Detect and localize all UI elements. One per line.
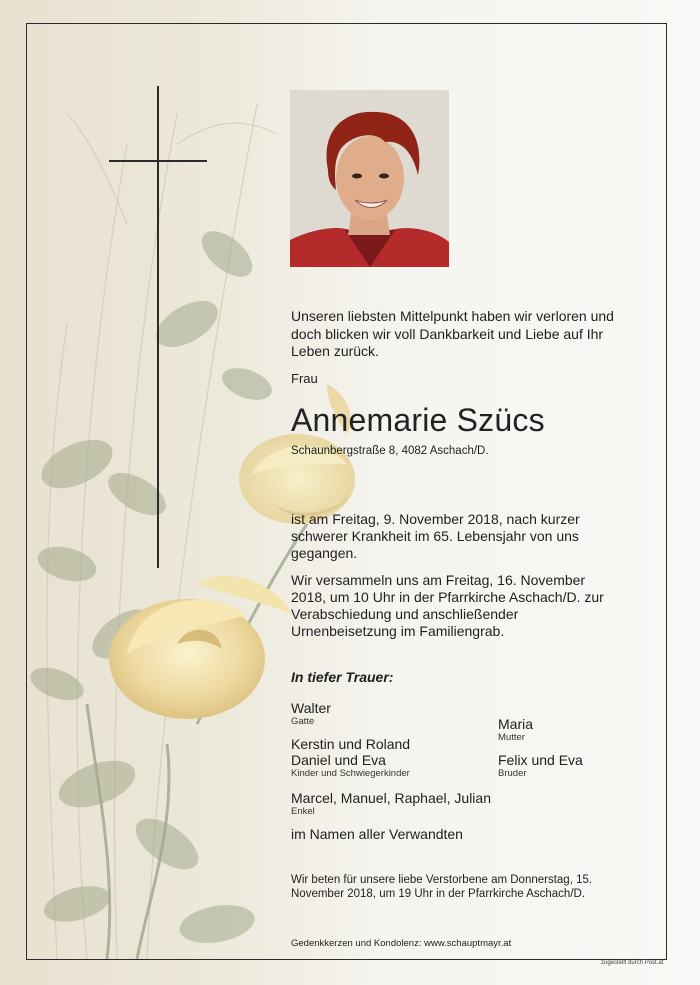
mourner-relation: Kinder und Schwiegerkinder [291,768,410,779]
cross-icon [157,86,159,568]
mourning-heading: In tiefer Trauer: [291,669,394,685]
mourner-name: Felix und Eva [498,752,583,768]
cross-icon-bar [109,160,207,162]
mourner-name: Maria [498,716,534,732]
intro-text: Unseren liebsten Mittelpunkt haben wir verloren und doch blicken wir voll Dankbarkeit und Liebe auf Ihr Leben zurück. [291,308,614,359]
deceased-address: Schaunbergstraße 8, 4082 Aschach/D. [291,445,489,457]
mourner-name: Walter [291,700,331,716]
mourner-relation: Bruder [498,768,527,779]
mourner-name: Marcel, Manuel, Raphael, Julian [291,790,491,806]
mourner-name: Kerstin und Roland Daniel und Eva [291,736,411,768]
mourner-entry [498,716,533,743]
mourner-relation: Enkel [291,806,315,817]
portrait-photo [290,90,449,267]
page-frame [26,23,667,960]
mourner-relation: Gatte [291,716,315,727]
mourner-relation: Mutter [498,732,525,743]
salutation: Frau [291,371,318,386]
mourner-entry [291,700,331,727]
prayer-notice: Wir beten für unsere liebe Verstorbene am Donnerstag, 15. November 2018, um 19 Uhr in der Pfarrkirche Aschach/D. [291,874,593,900]
mourner-entry [291,790,491,817]
closing-line: im Namen aller Verwandten [291,826,463,842]
condolence-link: Gedenkkerzen und Kondolenz: www.schauptmayr.at [291,938,512,949]
mourner-entry [498,752,583,779]
delivery-note: zugestellt durch Post.at [601,960,664,966]
mourner-entry [291,736,410,779]
service-info: Wir versammeln uns am Freitag, 16. November 2018, um 10 Uhr in der Pfarrkirche Aschach/D. zur Verabschiedung und anschließender Urnenbeisetzung im Familiengrab. [291,572,604,639]
death-notice: ist am Freitag, 9. November 2018, nach kurzer schwerer Krankheit im 65. Lebensjahr von uns gegangen. [291,511,580,561]
deceased-name: Annemarie Szücs [291,402,545,438]
